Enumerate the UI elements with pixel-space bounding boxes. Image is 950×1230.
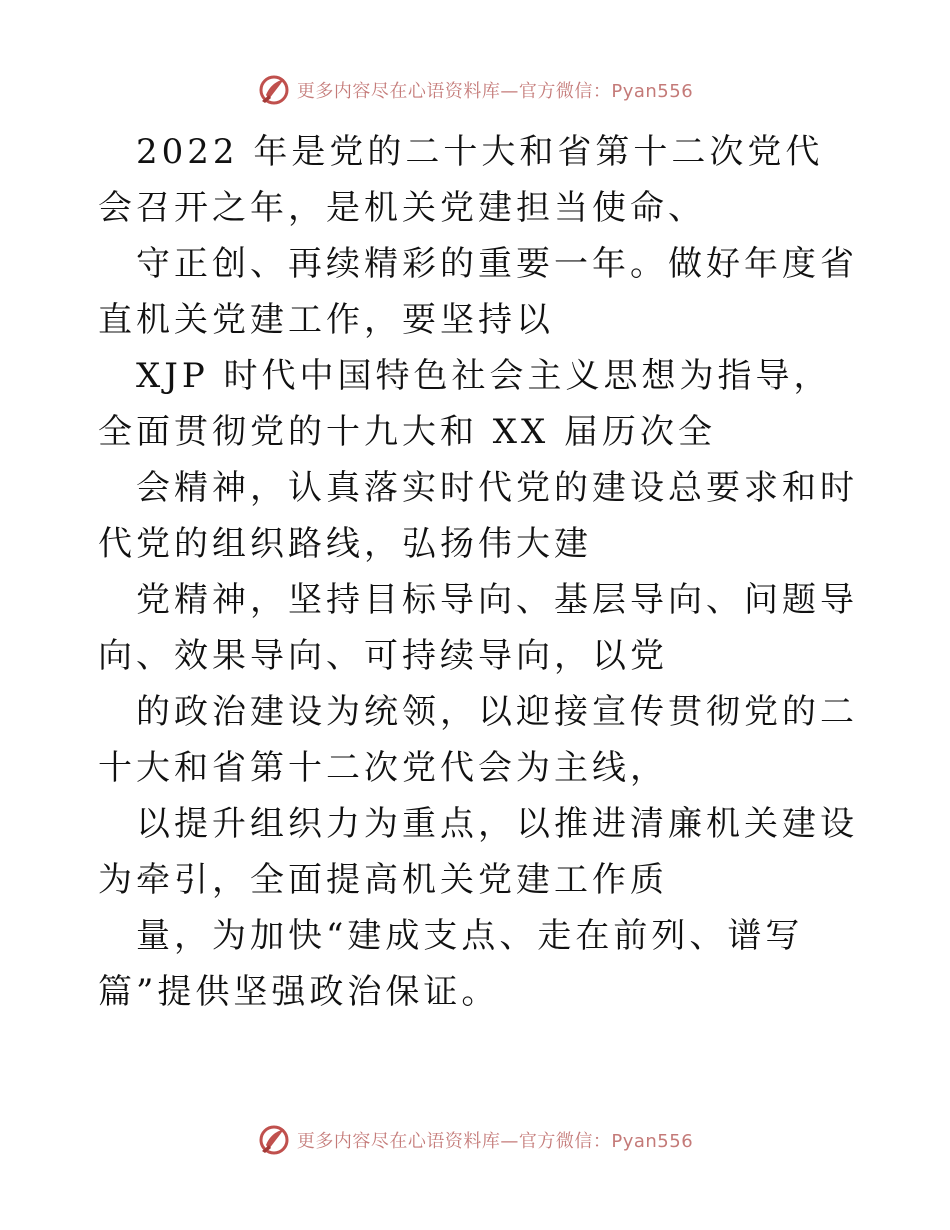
paragraph-8: 量，为加快“建成支点、走在前列、谱写篇”提供坚强政治保证。 bbox=[98, 916, 804, 1012]
paragraph-5: 党精神，坚持目标导向、基层导向、问题导向、效果导向、可持续导向，以党 bbox=[98, 580, 858, 676]
paragraph-4: 会精神，认真落实时代党的建设总要求和时代党的组织路线，弘扬伟大建 bbox=[98, 468, 858, 564]
header-watermark bbox=[0, 70, 950, 110]
ribbon-logo-icon bbox=[257, 73, 291, 107]
paragraph-1: 2022 年是党的二十大和省第十二次党代会召开之年，是机关党建担当使命、 bbox=[98, 132, 824, 228]
paragraph-7: 以提升组织力为重点，以推进清廉机关建设为牵引，全面提高机关党建工作质 bbox=[98, 804, 858, 900]
paragraph-6: 的政治建设为统领，以迎接宣传贯彻党的二十大和省第十二次党代会为主线， bbox=[98, 692, 858, 788]
ribbon-logo-icon bbox=[257, 1123, 291, 1157]
footer-watermark bbox=[0, 1120, 950, 1160]
watermark-text: 更多内容尽在心语资料库—官方微信：Pyan556 bbox=[296, 1131, 694, 1152]
watermark-text: 更多内容尽在心语资料库—官方微信：Pyan556 bbox=[296, 81, 694, 102]
paragraph-2: 守正创、再续精彩的重要一年。做好年度省直机关党建工作，要坚持以 bbox=[98, 244, 858, 340]
document-body bbox=[98, 124, 858, 1020]
paragraph-3: XJP 时代中国特色社会主义思想为指导，全面贯彻党的十九大和 XX 届历次全 bbox=[98, 356, 832, 452]
